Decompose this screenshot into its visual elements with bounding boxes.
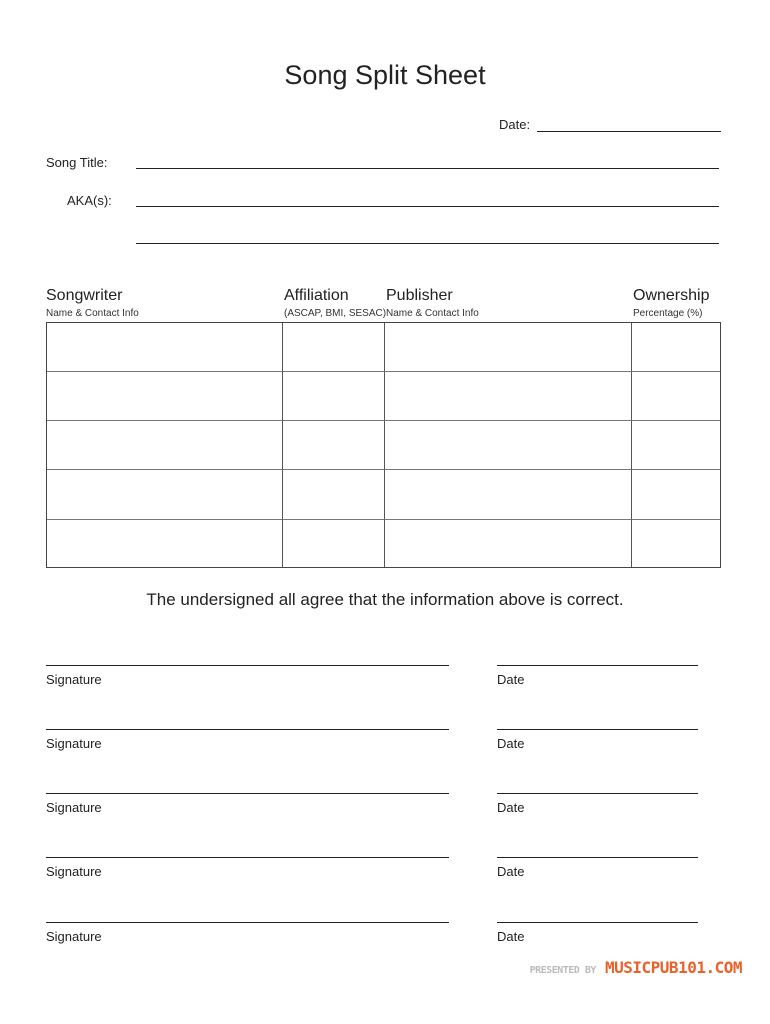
aka-field-1[interactable] (136, 206, 719, 207)
publisher-subheading: Name & Contact Info (386, 308, 479, 319)
signature-date-label: Date (497, 864, 525, 879)
signature-label: Signature (46, 800, 102, 815)
signature-label: Signature (46, 864, 102, 879)
signature-line[interactable] (46, 729, 449, 730)
aka-field-2[interactable] (136, 243, 719, 244)
signature-date-label: Date (497, 736, 525, 751)
affiliation-heading: Affiliation (284, 287, 349, 304)
songwriter-heading: Songwriter (46, 287, 123, 304)
presented-by-text: PRESENTED BY (529, 965, 596, 976)
signature-line[interactable] (46, 793, 449, 794)
signature-line[interactable] (46, 665, 449, 666)
song-title-field[interactable] (136, 168, 719, 169)
ownership-cell[interactable] (632, 470, 720, 520)
date-label: Date: (499, 117, 531, 132)
signature-date-line[interactable] (497, 922, 698, 923)
publisher-cell[interactable] (385, 421, 632, 470)
signature-date-label: Date (497, 672, 525, 687)
ownership-cell[interactable] (632, 520, 720, 567)
footer-branding (530, 958, 742, 977)
ownership-subheading: Percentage (%) (633, 308, 703, 319)
ownership-heading: Ownership (633, 287, 710, 304)
signature-label: Signature (46, 736, 102, 751)
ownership-cell[interactable] (632, 421, 720, 470)
ownership-cell[interactable] (632, 323, 720, 372)
agreement-statement: The undersigned all agree that the information above is correct. (146, 590, 624, 609)
affiliation-subheading: (ASCAP, BMI, SESAC) (284, 308, 387, 319)
songwriter-cell[interactable] (47, 372, 283, 421)
page-title: Song Split Sheet (284, 60, 486, 90)
songwriter-cell[interactable] (47, 470, 283, 520)
signature-date-line[interactable] (497, 793, 698, 794)
signature-date-line[interactable] (497, 729, 698, 730)
publisher-cell[interactable] (385, 470, 632, 520)
signature-label: Signature (46, 672, 102, 687)
ownership-cell[interactable] (632, 372, 720, 421)
signature-line[interactable] (46, 922, 449, 923)
signature-label: Signature (46, 929, 102, 944)
songwriter-subheading: Name & Contact Info (46, 308, 139, 319)
signature-line[interactable] (46, 857, 449, 858)
signature-date-label: Date (497, 929, 525, 944)
signature-date-line[interactable] (497, 665, 698, 666)
brand-link[interactable]: MUSICPUB101.COM (605, 958, 742, 977)
song-title-label: Song Title: (46, 155, 108, 170)
date-field[interactable] (537, 131, 721, 132)
publisher-cell[interactable] (385, 520, 632, 567)
affiliation-cell[interactable] (283, 372, 385, 421)
affiliation-cell[interactable] (283, 470, 385, 520)
affiliation-cell[interactable] (283, 323, 385, 372)
aka-label: AKA(s): (67, 193, 112, 208)
affiliation-cell[interactable] (283, 520, 385, 567)
publisher-cell[interactable] (385, 323, 632, 372)
songwriter-cell[interactable] (47, 520, 283, 567)
split-table (46, 322, 721, 568)
publisher-cell[interactable] (385, 372, 632, 421)
signature-date-label: Date (497, 800, 525, 815)
songwriter-cell[interactable] (47, 421, 283, 470)
affiliation-cell[interactable] (283, 421, 385, 470)
signature-date-line[interactable] (497, 857, 698, 858)
songwriter-cell[interactable] (47, 323, 283, 372)
publisher-heading: Publisher (386, 287, 453, 304)
